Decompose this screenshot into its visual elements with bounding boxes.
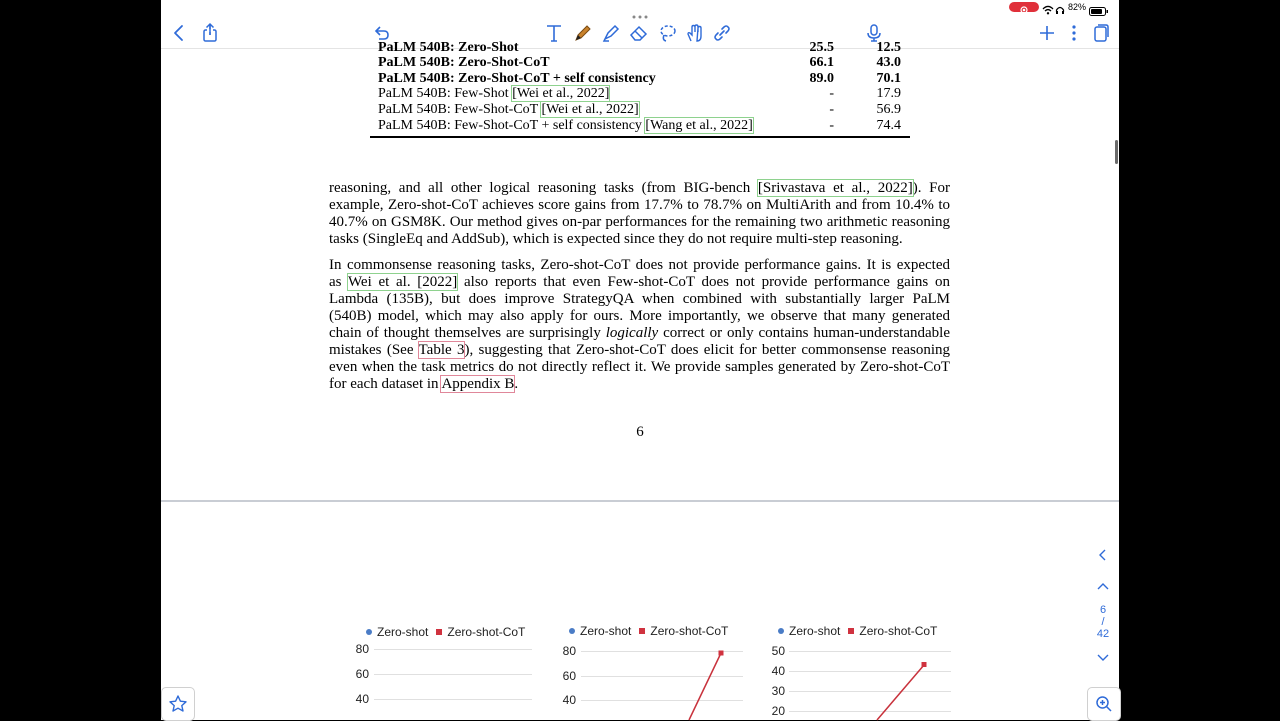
page-separator-slash: /	[1101, 616, 1105, 628]
headphones-icon	[1055, 2, 1065, 20]
text-line: example, Zero-shot-CoT achieves score gains from 17.7% to 78.7% on MultiArith and from 10.4% to	[329, 197, 950, 213]
text-line	[329, 274, 950, 291]
data-point-zero-shot-cot	[719, 651, 724, 656]
chart-legend	[366, 625, 525, 639]
text-span: reasoning, and all other logical reasoning tasks (from BIG-bench	[329, 180, 758, 196]
scrollbar-thumb[interactable]	[1115, 140, 1118, 164]
multitask-dots-icon[interactable]	[632, 6, 648, 10]
scroll-down-icon[interactable]	[1096, 650, 1110, 667]
table-row	[378, 102, 639, 118]
table-cell: -	[829, 118, 834, 133]
pages-icon[interactable]	[1089, 22, 1111, 44]
wifi-icon	[1042, 2, 1054, 20]
text-line: even when the task metrics do not directly reflect it. We provide samples generated by Zero-shot-CoT	[329, 359, 950, 375]
prev-page-icon[interactable]	[1096, 548, 1110, 565]
table-row: PaLM 540B: Zero-Shot-CoT	[378, 55, 550, 70]
text-span: chain of thought themselves are surprisingly	[329, 325, 606, 341]
chart-3	[773, 620, 953, 720]
favorite-button[interactable]	[161, 687, 195, 721]
text-line	[329, 180, 950, 197]
series-line-zero-shot-cot	[689, 653, 721, 720]
more-icon[interactable]	[1063, 22, 1085, 44]
text-span: also reports that even Few-shot-CoT does not provide performance gains on	[457, 274, 950, 290]
hand-icon[interactable]	[684, 22, 706, 44]
y-tick-label: 40	[355, 692, 369, 706]
legend-label: Zero-shot	[580, 624, 632, 638]
y-tick-label: 20	[771, 704, 785, 718]
row-label: PaLM 540B: Few-Shot-CoT + self consistency	[378, 118, 646, 133]
chart-2	[562, 620, 745, 720]
table-cell: 17.9	[876, 86, 901, 101]
text-span: .	[514, 376, 519, 392]
text-line: 40.7% on GSM8K. Our method gives on-par performances for the remaining two arithmetic reasoning	[329, 214, 950, 230]
y-tick-label: 80	[562, 644, 576, 658]
text-line	[329, 342, 950, 359]
text-line: (540B) model, which may also apply for ours. More importantly, we observe that many generated	[329, 308, 950, 324]
y-tick-label: 30	[771, 684, 785, 698]
scroll-up-icon[interactable]	[1096, 580, 1110, 597]
legend-label: Zero-shot	[377, 625, 429, 639]
highlighter-icon[interactable]	[600, 22, 622, 44]
battery-percent: 82%	[1068, 2, 1087, 12]
eraser-icon[interactable]	[628, 22, 650, 44]
emphasis: logically	[605, 325, 659, 341]
chart-2-plot	[565, 620, 745, 720]
text-line: tasks (SingleEq and AddSub), which is expected since they do not require multi-step reasoning.	[329, 231, 903, 247]
back-icon[interactable]	[168, 22, 190, 44]
total-pages: 42	[1096, 628, 1110, 640]
text-span: correct or only contains human-understandable	[658, 325, 950, 341]
table-cell: 43.0	[876, 55, 901, 70]
paragraph	[329, 257, 950, 393]
chart-1	[355, 620, 541, 720]
paragraph	[329, 180, 950, 248]
page-separator	[161, 500, 1119, 502]
legend-marker-zero-shot-cot	[436, 629, 442, 635]
y-tick-label: 50	[771, 644, 785, 658]
citation-link[interactable]: [Srivastava et al., 2022]	[757, 180, 913, 196]
screen-record-icon	[1009, 2, 1039, 12]
row-label: PaLM 540B: Few-Shot	[378, 86, 513, 101]
table-row	[378, 118, 753, 134]
page-indicator[interactable]	[1096, 604, 1110, 640]
y-tick-label: 60	[355, 667, 369, 681]
pen-icon[interactable]	[572, 22, 594, 44]
current-page: 6	[1099, 604, 1107, 616]
zoom-button[interactable]	[1087, 687, 1121, 721]
y-tick-label: 60	[562, 669, 576, 683]
appendix-ref-link[interactable]: Appendix B	[441, 376, 515, 392]
table-cell: 70.1	[876, 71, 901, 86]
citation-link[interactable]: [Wei et al., 2022]	[541, 102, 639, 117]
series-line-zero-shot-cot	[877, 665, 924, 720]
table-row: PaLM 540B: Zero-Shot	[378, 40, 519, 55]
link-icon[interactable]	[711, 22, 733, 44]
text-span: ). For	[912, 180, 951, 196]
text-span: for each dataset in	[329, 376, 442, 392]
page-number: 6	[636, 424, 644, 440]
battery-icon	[1089, 3, 1109, 21]
table-row: PaLM 540B: Zero-Shot-CoT + self consistency	[378, 71, 656, 86]
table-cell: 56.9	[876, 102, 901, 117]
legend-marker-zero-shot	[366, 629, 372, 635]
gridline	[374, 699, 532, 700]
add-icon[interactable]	[1036, 22, 1058, 44]
data-point-zero-shot-cot	[922, 662, 927, 667]
pdf-viewer	[161, 0, 1119, 720]
text-tool-icon[interactable]	[543, 22, 565, 44]
table-bottom-rule	[370, 136, 910, 138]
citation-link[interactable]: [Wei et al., 2022]	[512, 86, 610, 101]
table-cell: -	[829, 86, 834, 101]
star-icon	[168, 694, 188, 714]
text-line: Lambda (135B), but does improve StrategyQA when combined with substantially larger PaLM	[329, 291, 950, 307]
lasso-icon[interactable]	[656, 22, 678, 44]
table-cell: 25.5	[809, 40, 834, 55]
legend-label: Zero-shot	[789, 624, 841, 638]
y-tick-label: 80	[355, 642, 369, 656]
table-cell: -	[829, 102, 834, 117]
table-ref-link[interactable]: Table 3	[418, 342, 465, 358]
text-span: mistakes (See	[329, 342, 419, 358]
y-tick-label: 40	[562, 693, 576, 707]
text-line: In commonsense reasoning tasks, Zero-shot-CoT does not provide performance gains. It is expected	[329, 257, 950, 273]
citation-link[interactable]: [Wang et al., 2022]	[645, 118, 753, 133]
gridline	[374, 649, 532, 650]
text-span: as	[329, 274, 348, 290]
legend-label: Zero-shot-CoT	[447, 625, 526, 639]
row-label: PaLM 540B: Few-Shot-CoT	[378, 102, 542, 117]
text-line	[329, 376, 950, 393]
table-cell: 66.1	[809, 55, 834, 70]
table-cell: 12.5	[876, 40, 901, 55]
table-row	[378, 86, 609, 102]
y-tick-label: 40	[771, 664, 785, 678]
table-cell: 89.0	[809, 71, 834, 86]
chart-3-plot	[773, 620, 953, 720]
citation-link[interactable]: Wei et al. [2022]	[347, 274, 458, 290]
table-cell: 74.4	[876, 118, 901, 133]
zoom-in-icon	[1094, 694, 1114, 714]
share-icon[interactable]	[199, 22, 221, 44]
legend-label: Zero-shot-CoT	[650, 624, 729, 638]
text-span: ), suggesting that Zero-shot-CoT does elicit for better commonsense reasoning	[464, 342, 950, 358]
legend-label: Zero-shot-CoT	[859, 624, 938, 638]
text-line	[329, 325, 950, 342]
gridline	[374, 674, 532, 675]
